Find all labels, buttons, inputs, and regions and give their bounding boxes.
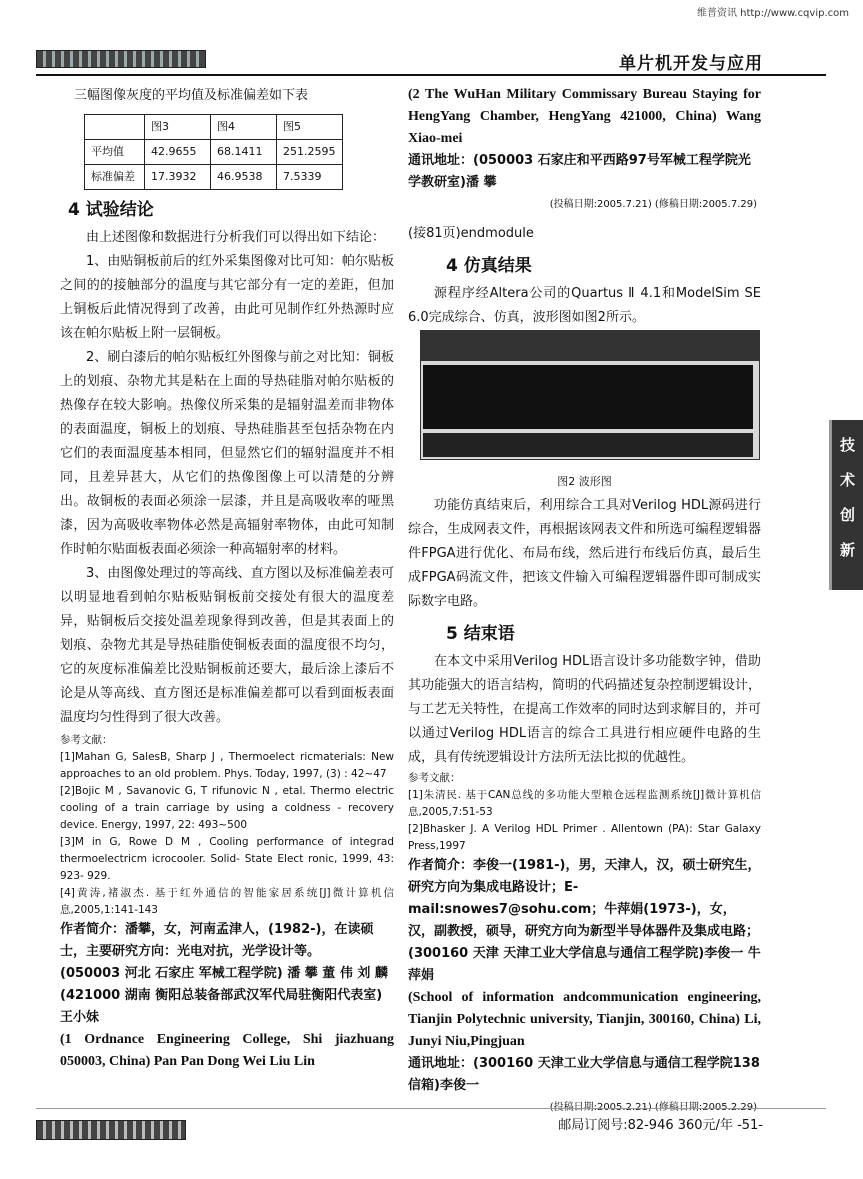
- footer-text: 邮局订阅号:82-946 360元/年 -51-: [558, 1118, 763, 1133]
- author-bio: 作者简介：李俊一(1981-)，男，天津人，汉，硕士研究生，研究方向为集成电路设计；E-mail:snowes7@sohu.com；牛萍娟(1973-)，女，汉，副教授，硕导，研究方向为新型半导体器件及集成电路；: [408, 858, 761, 939]
- table-cell: 图5: [277, 115, 343, 140]
- affiliation: (421000 湖南 衡阳总装备部武汉军代局驻衡阳代表室) 王小妹: [60, 988, 383, 1025]
- table-cell: 图3: [145, 115, 211, 140]
- section-heading: 5 结束语: [446, 624, 515, 644]
- section-heading: 4 仿真结果: [446, 256, 532, 276]
- table-intro: 三幅图像灰度的平均值及标准偏差如下表: [74, 88, 309, 103]
- header-divider: [36, 74, 826, 76]
- reference: [4]黄涛,褚淑杰. 基于红外通信的智能家居系统[J]微计算机信息,2005,1:141-143: [60, 887, 394, 916]
- reference: [1]朱清民. 基于CAN总线的多功能大型粮仓远程监测系统[J]微计算机信息,2005,7:51-53: [408, 789, 761, 818]
- affiliation-en: (2 The WuHan Military Commissary Bureau Staying for HengYang Chamber, HengYang 421000, China) Wang Xiao-mei: [408, 87, 761, 146]
- paragraph: 3、由图像处理过的等高线、直方图以及标准偏差表可以明显地看到帕尔贴板贴铜板前交接处有很大的温度差异，贴铜板后交接处温差现象得到改善，但是其表面上的划痕、杂物尤其是导热硅脂使铜板表面的温度很不均匀，它的灰度标准偏差比没贴铜板前还要大，最后涂上漆后不论是从等高线、直方图还是标准偏差都可以看到面板表面温度均匀性得到了很大改善。: [60, 566, 394, 725]
- watermark: 维普资讯 http://www.cqvip.com: [696, 8, 849, 19]
- reference: [2]Bojic M , Savanovic G, T rifunovic N , etal. Thermo electric cooling of a train carriage by using a coldness - recovery device. Energy, 1997, 22: 493~500: [60, 785, 394, 831]
- table-cell: 图4: [211, 115, 277, 140]
- paragraph: 功能仿真结束后，利用综合工具对Verilog HDL源码进行综合，生成网表文件，再根据该网表文件和所选可编程逻辑器件FPGA进行优化、布局布线，然后进行布线后仿真，最后生成FPGA码流文件，把该文件输入可编程逻辑器件即可制成实际数字电路。: [408, 498, 761, 609]
- table-cell: 42.9655: [145, 140, 211, 165]
- stats-table: [84, 114, 343, 190]
- continued-note: (接81页)endmodule: [408, 226, 534, 241]
- table-cell: 标准偏差: [85, 165, 145, 190]
- right-column: [408, 84, 761, 1119]
- footer-divider: [36, 1108, 826, 1109]
- journal-footer-logo: [36, 1120, 186, 1140]
- table-cell: [85, 115, 145, 140]
- section-header: 单片机开发与应用: [619, 54, 763, 74]
- table-cell: 17.3932: [145, 165, 211, 190]
- side-tab-char: 术: [839, 471, 855, 489]
- table-cell: 46.9538: [211, 165, 277, 190]
- mailing-address: 通讯地址：(300160 天津工业大学信息与通信工程学院138信箱)李俊一: [408, 1056, 760, 1093]
- paragraph: 由上述图像和数据进行分析我们可以得出如下结论：: [86, 230, 386, 245]
- section-heading: 4 试验结论: [68, 200, 154, 220]
- waveform-figure: [420, 330, 760, 460]
- figure-caption: 图2 波形图: [557, 475, 612, 488]
- paragraph: 2、刷白漆后的帕尔贴板红外图像与前之对比知：铜板上的划痕、杂物尤其是粘在上面的导热硅脂对帕尔贴板的热像存在较大影响。热像仪所采集的是辐射温差而非物体的表面温度，铜板上的划痕、导热硅脂甚至包括杂物在内它们的表面温度基本相同，但显然它们的辐射温度并不相同，且差异甚大，从它们的热像图像上可以清楚的分辨出。故铜板的表面必须涂一层漆，并且是高吸收率的哑黑漆，因为高吸收率物体必然是高辐射率物体，由此可知制作时帕尔贴面板表面必须涂一种高辐射率的材料。: [60, 350, 394, 557]
- author-bio: 作者简介：潘攀，女，河南孟津人，(1982-)，在读硕士，主要研究方向：光电对抗，光学设计等。: [60, 922, 374, 959]
- side-tab-char: 新: [839, 541, 855, 559]
- waveform-panel: [423, 365, 753, 429]
- affiliation: (300160 天津 天津工业大学信息与通信工程学院)李俊一 牛萍娟: [408, 946, 761, 983]
- paragraph: 在本文中采用Verilog HDL语言设计多功能数字钟，借助其功能强大的语言结构，简明的代码描述复杂控制逻辑设计，与工艺无关特性，在提高工作效率的同时达到求解目的，并可以通过Verilog HDL语言的综合工具进行相应硬件电路的生成，具有传统逻辑设计方法所无法比拟的优越性。: [408, 654, 761, 765]
- affiliation: (050003 河北 石家庄 军械工程学院) 潘 攀 董 伟 刘 麟: [60, 966, 388, 981]
- table-cell: 251.2595: [277, 140, 343, 165]
- table-cell: 68.1411: [211, 140, 277, 165]
- paragraph: 源程序经Altera公司的Quartus Ⅱ 4.1和ModelSim SE 6.0完成综合、仿真，波形图如图2所示。: [408, 286, 761, 325]
- simulator-toolbar: [421, 331, 759, 361]
- left-column: [60, 84, 394, 1073]
- side-tab: [829, 420, 863, 590]
- side-tab-char: 创: [839, 506, 855, 524]
- submission-dates: (投稿日期:2005.7.21) (修稿日期:2005.7.29): [549, 199, 757, 210]
- table-cell: 7.5339: [277, 165, 343, 190]
- table-cell: 平均值: [85, 140, 145, 165]
- reference: [2]Bhasker J. A Verilog HDL Primer . Allentown (PA): Star Galaxy Press,1997: [408, 823, 761, 852]
- reference: [3]M in G, Rowe D M , Cooling performance of integrad thermoelectricm icrocooler. Solid- State Elect ronic, 1999, 43: 923- 929.: [60, 836, 394, 882]
- refs-title: 参考文献：: [408, 772, 461, 784]
- mailing-address: 通讯地址：(050003 石家庄和平西路97号军械工程学院光学教研室)潘 攀: [408, 153, 751, 190]
- affiliation-en: (1 Ordnance Engineering College, Shi jiazhuang 050003, China) Pan Pan Dong Wei Liu Lin: [60, 1032, 394, 1069]
- affiliation-en: (School of information andcommunication engineering, Tianjin Polytechnic university, Tianjin, 300160, China) Li, Junyi Niu,Pingjuan: [408, 990, 761, 1049]
- table-header-row: [85, 115, 343, 140]
- journal-logo-bar: [36, 50, 206, 68]
- table-row: [85, 140, 343, 165]
- paragraph: 1、由贴铜板前后的红外采集图像对比可知：帕尔贴板之间的的接触部分的温度与其它部分有一定的差距，但加上铜板后此情况得到了改善，由此可见制作红外热源时应该在帕尔贴板上附一层铜板。: [60, 254, 394, 341]
- refs-title: 参考文献：: [60, 734, 113, 746]
- table-row: [85, 165, 343, 190]
- side-tab-char: 技: [839, 436, 855, 454]
- reference: [1]Mahan G, SalesB, Sharp J , Thermoelect ricmaterials: New approaches to an old problem. Phys. Today, 1997, (3) : 42~47: [60, 751, 394, 780]
- status-panel: [423, 433, 753, 457]
